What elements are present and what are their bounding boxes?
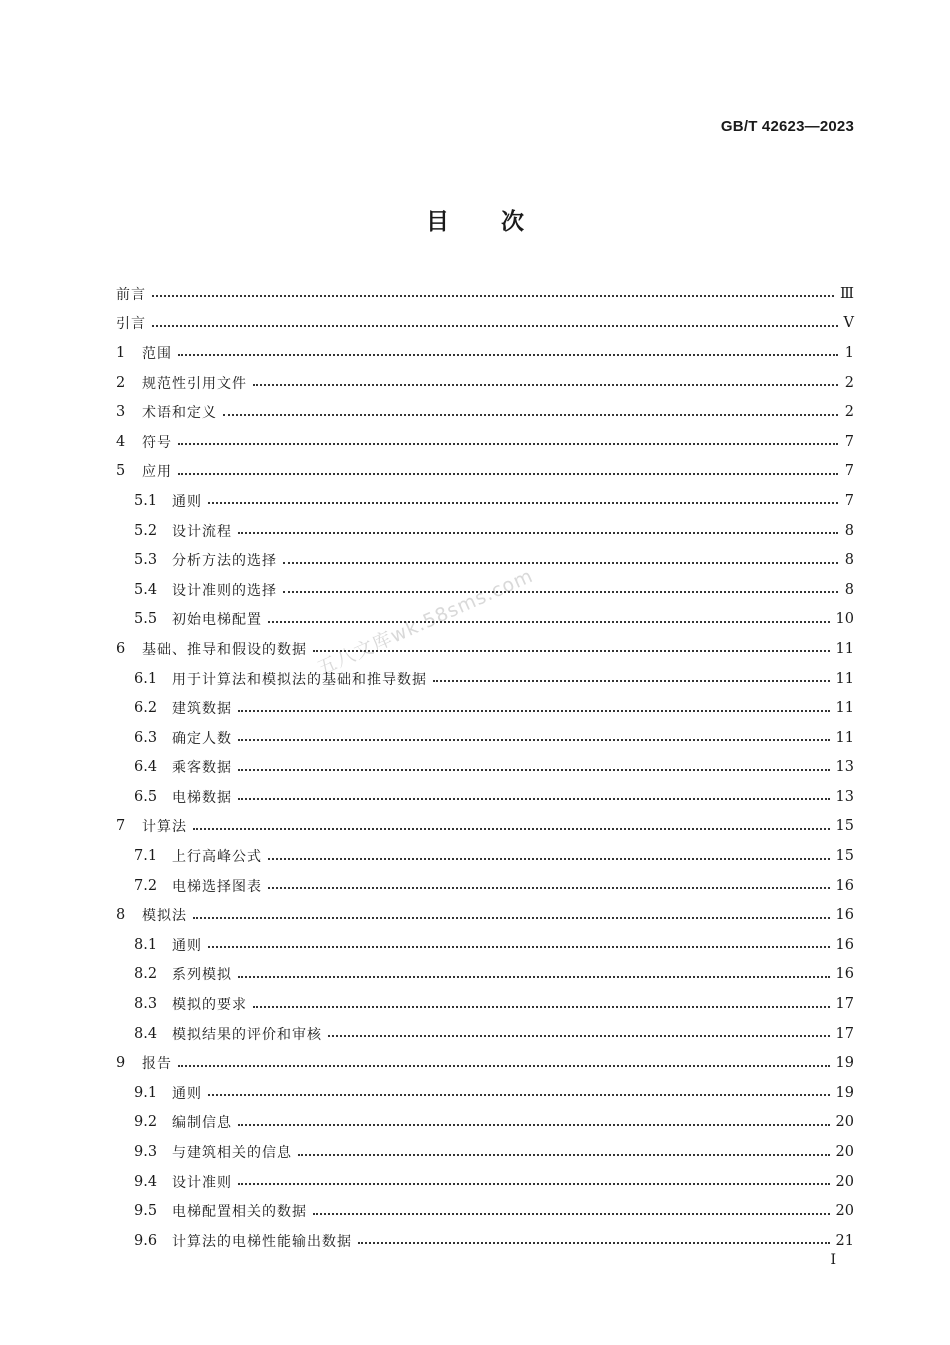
toc-entry-page: 13 <box>835 788 854 805</box>
toc-entry-page: 16 <box>835 936 854 953</box>
toc-entry[interactable] <box>116 605 854 635</box>
toc-leader-dots <box>238 739 830 741</box>
toc-entry[interactable] <box>116 486 854 516</box>
toc-entry[interactable] <box>116 457 854 487</box>
toc-entry-label: 报告 <box>142 1056 172 1073</box>
toc-leader-dots <box>152 295 834 297</box>
toc-entry-page: 20 <box>835 1203 854 1220</box>
toc-entry-label: 设计准则的选择 <box>172 582 277 599</box>
toc-entry-label: 范围 <box>142 345 172 362</box>
toc-leader-dots <box>433 680 830 682</box>
toc-entry[interactable] <box>116 279 854 309</box>
toc-leader-dots <box>238 710 830 712</box>
toc-entry-number: 8.4 <box>134 1025 158 1042</box>
toc-entry[interactable] <box>116 427 854 457</box>
toc-entry[interactable] <box>116 545 854 575</box>
toc-entry[interactable] <box>116 693 854 723</box>
toc-leader-dots <box>238 769 830 771</box>
toc-entry-number: 5.2 <box>134 522 158 539</box>
toc-entry-page: 16 <box>835 907 854 924</box>
toc-entry[interactable] <box>116 309 854 339</box>
toc-leader-dots <box>208 1094 830 1096</box>
toc-entry-number: 9.5 <box>134 1203 158 1220</box>
toc-entry[interactable] <box>116 782 854 812</box>
toc-leader-dots <box>253 1006 830 1008</box>
toc-entry-page: 20 <box>835 1173 854 1190</box>
toc-entry-page: 8 <box>844 552 854 569</box>
toc-entry[interactable] <box>116 1137 854 1167</box>
toc-leader-dots <box>358 1242 830 1244</box>
toc-entry[interactable] <box>116 989 854 1019</box>
toc-leader-dots <box>268 887 830 889</box>
toc-entry-page: 7 <box>844 463 854 480</box>
toc-entry-label: 电梯配置相关的数据 <box>172 1204 307 1221</box>
toc-entry-number: 6 <box>116 640 126 657</box>
toc-leader-dots <box>152 325 838 327</box>
toc-entry-label: 用于计算法和模拟法的基础和推导数据 <box>172 671 427 688</box>
toc-entry-label: 应用 <box>142 464 172 481</box>
page-number: I <box>830 1252 836 1268</box>
toc-entry-page: 13 <box>835 759 854 776</box>
toc-entry[interactable] <box>116 1167 854 1197</box>
toc-leader-dots <box>283 562 838 564</box>
toc-entry-number: 9.3 <box>134 1144 158 1161</box>
toc-entry-number: 5 <box>116 463 126 480</box>
toc-entry[interactable] <box>116 1048 854 1078</box>
toc-entry-label: 电梯选择图表 <box>172 878 262 895</box>
toc-leader-dots <box>238 1183 830 1185</box>
toc-entry-page: 11 <box>835 670 854 687</box>
toc-entry-page: 21 <box>835 1232 854 1249</box>
toc-entry-number: 6.4 <box>134 759 158 776</box>
toc-entry-number: 9 <box>116 1055 126 1072</box>
toc-entry-page: 10 <box>835 611 854 628</box>
toc-entry[interactable] <box>116 812 854 842</box>
toc-leader-dots <box>253 384 838 386</box>
toc-entry-number: 9.2 <box>134 1114 158 1131</box>
toc-leader-dots <box>238 798 830 800</box>
toc-entry[interactable] <box>116 1108 854 1138</box>
toc-entry-label: 术语和定义 <box>142 405 217 422</box>
toc-entry-page: 2 <box>844 404 854 421</box>
toc-entry-label: 乘客数据 <box>172 760 232 777</box>
toc-entry-label: 计算法 <box>142 819 187 836</box>
table-of-contents <box>116 279 854 1256</box>
toc-entry-label: 编制信息 <box>172 1115 232 1132</box>
standard-code: GB/T 42623—2023 <box>720 118 854 135</box>
toc-entry-number: 7 <box>116 818 126 835</box>
toc-entry-number: 4 <box>116 433 126 450</box>
toc-entry-label: 系列模拟 <box>172 967 232 984</box>
toc-entry-number: 5.3 <box>134 552 158 569</box>
toc-entry-number: 8.1 <box>134 936 158 953</box>
toc-entry-number: 6.2 <box>134 700 158 717</box>
toc-entry-label: 与建筑相关的信息 <box>172 1145 292 1162</box>
toc-entry-label: 设计准则 <box>172 1174 232 1191</box>
toc-entry-page: 17 <box>835 996 854 1013</box>
toc-entry[interactable] <box>116 1226 854 1256</box>
toc-entry-page: Ⅴ <box>843 315 854 332</box>
toc-entry[interactable] <box>116 634 854 664</box>
toc-leader-dots <box>268 621 830 623</box>
toc-entry-number: 2 <box>116 374 126 391</box>
toc-entry-page: Ⅲ <box>840 285 854 302</box>
toc-entry-label: 通则 <box>172 1085 202 1102</box>
toc-leader-dots <box>313 1213 830 1215</box>
toc-entry-page: 20 <box>835 1114 854 1131</box>
toc-leader-dots <box>298 1154 830 1156</box>
toc-entry-page: 7 <box>844 433 854 450</box>
toc-leader-dots <box>238 976 830 978</box>
toc-entry-label: 建筑数据 <box>172 701 232 718</box>
toc-entry-page: 1 <box>844 344 854 361</box>
watermark: 五八文库wk.58sms.com <box>314 564 537 680</box>
toc-entry-page: 11 <box>835 700 854 717</box>
toc-entry-number: 6.1 <box>134 670 158 687</box>
toc-entry-label: 模拟结果的评价和审核 <box>172 1026 322 1043</box>
toc-entry-page: 11 <box>835 729 854 746</box>
toc-entry-label: 符号 <box>142 434 172 451</box>
toc-entry-number: 8.3 <box>134 996 158 1013</box>
toc-leader-dots <box>283 591 838 593</box>
toc-entry-label: 上行高峰公式 <box>172 849 262 866</box>
toc-entry-page: 19 <box>835 1084 854 1101</box>
toc-entry[interactable] <box>116 1019 854 1049</box>
toc-leader-dots <box>193 917 830 919</box>
toc-entry[interactable] <box>116 900 854 930</box>
toc-entry-page: 8 <box>844 581 854 598</box>
toc-entry-number: 8 <box>116 907 126 924</box>
toc-entry-number: 7.1 <box>134 848 158 865</box>
toc-entry-number: 5.4 <box>134 581 158 598</box>
toc-leader-dots <box>208 946 830 948</box>
toc-entry-page: 11 <box>835 640 854 657</box>
toc-entry-number: 5.5 <box>134 611 158 628</box>
page-title: 目次 <box>426 209 576 235</box>
toc-entry-label: 模拟的要求 <box>172 997 247 1014</box>
toc-entry[interactable] <box>116 516 854 546</box>
toc-leader-dots <box>178 473 838 475</box>
toc-entry-page: 15 <box>835 818 854 835</box>
toc-entry-label: 通则 <box>172 937 202 954</box>
toc-entry-page: 15 <box>835 848 854 865</box>
toc-leader-dots <box>193 828 830 830</box>
toc-entry[interactable] <box>116 871 854 901</box>
toc-entry-label: 基础、推导和假设的数据 <box>142 641 307 658</box>
toc-entry-page: 16 <box>835 966 854 983</box>
toc-entry-number: 1 <box>116 344 126 361</box>
toc-entry-label: 确定人数 <box>172 730 232 747</box>
toc-entry-label: 分析方法的选择 <box>172 553 277 570</box>
toc-entry-page: 16 <box>835 877 854 894</box>
toc-leader-dots <box>328 1035 830 1037</box>
toc-entry-number: 9.4 <box>134 1173 158 1190</box>
toc-entry-number: 6.3 <box>134 729 158 746</box>
toc-leader-dots <box>238 1124 830 1126</box>
toc-entry[interactable] <box>116 575 854 605</box>
toc-entry-label: 初始电梯配置 <box>172 612 262 629</box>
toc-entry[interactable] <box>116 930 854 960</box>
toc-entry-page: 17 <box>835 1025 854 1042</box>
toc-entry-label: 引言 <box>116 316 146 333</box>
toc-leader-dots <box>178 354 838 356</box>
toc-entry[interactable] <box>116 723 854 753</box>
toc-entry-page: 2 <box>844 374 854 391</box>
toc-entry-label: 模拟法 <box>142 908 187 925</box>
toc-entry[interactable] <box>116 664 854 694</box>
toc-leader-dots <box>313 650 830 652</box>
toc-entry-label: 通则 <box>172 493 202 510</box>
toc-entry-number: 7.2 <box>134 877 158 894</box>
toc-entry-label: 计算法的电梯性能输出数据 <box>172 1233 352 1250</box>
toc-entry-label: 前言 <box>116 286 146 303</box>
toc-entry-page: 20 <box>835 1144 854 1161</box>
toc-entry-number: 3 <box>116 404 126 421</box>
toc-entry[interactable] <box>116 368 854 398</box>
toc-entry-label: 电梯数据 <box>172 789 232 806</box>
toc-leader-dots <box>178 1065 830 1067</box>
toc-entry-page: 7 <box>844 492 854 509</box>
toc-entry[interactable] <box>116 841 854 871</box>
toc-entry-label: 规范性引用文件 <box>142 375 247 392</box>
toc-entry-number: 5.1 <box>134 492 158 509</box>
toc-entry[interactable] <box>116 338 854 368</box>
toc-entry[interactable] <box>116 1078 854 1108</box>
toc-leader-dots <box>178 443 838 445</box>
toc-leader-dots <box>238 532 838 534</box>
toc-entry-number: 6.5 <box>134 788 158 805</box>
toc-entry-page: 8 <box>844 522 854 539</box>
toc-entry[interactable] <box>116 397 854 427</box>
toc-leader-dots <box>268 858 830 860</box>
toc-entry[interactable] <box>116 1196 854 1226</box>
toc-leader-dots <box>208 502 838 504</box>
toc-entry-number: 8.2 <box>134 966 158 983</box>
toc-entry-page: 19 <box>835 1055 854 1072</box>
toc-entry[interactable] <box>116 753 854 783</box>
toc-entry-number: 9.1 <box>134 1084 158 1101</box>
toc-entry-label: 设计流程 <box>172 523 232 540</box>
toc-leader-dots <box>223 414 838 416</box>
toc-entry[interactable] <box>116 960 854 990</box>
toc-entry-number: 9.6 <box>134 1232 158 1249</box>
